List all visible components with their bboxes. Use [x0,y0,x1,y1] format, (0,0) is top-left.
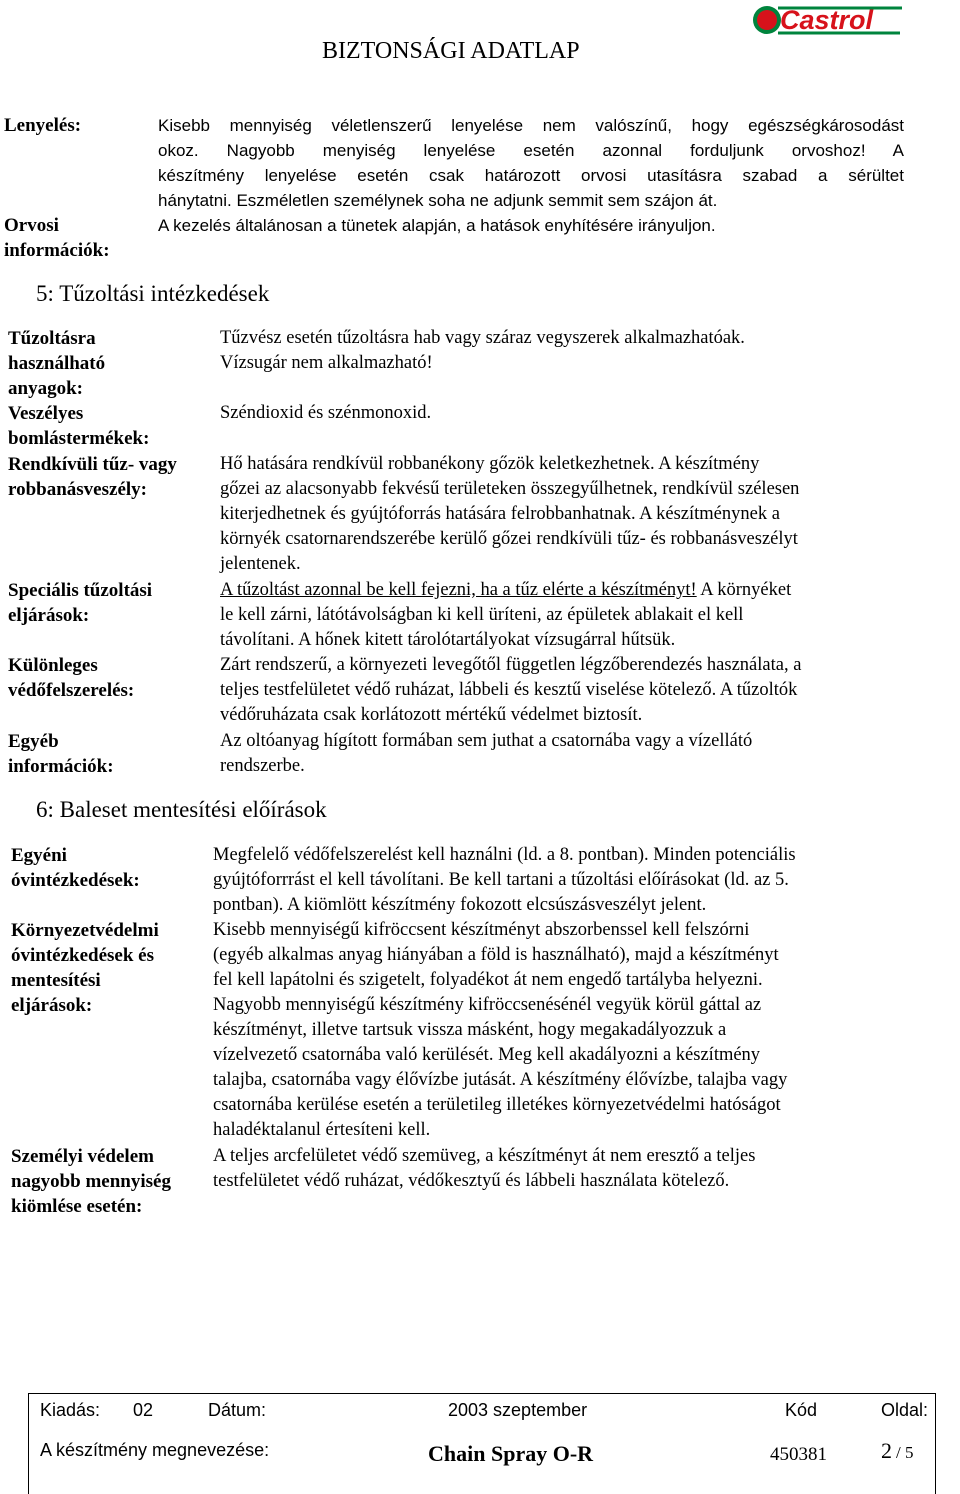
footer-oldal-label: Oldal: [881,1400,929,1420]
s6-text-kornyezet: Kisebb mennyiségű kifröccsent készítményt abszorbenssel kell felszórni (egyéb alkalmas anyag hiányában a föld is használható), majd a készítményt fel kell lapátolni és szigetelt, folyadékot át nem engedő tartályba helyezni. Nagyobb mennyiségű készítmény kifröccsenésénél vegyük körül gáttal az készítményt, illetve tartsuk vissza másként, hogy megakadályozzuk a vízelvezető csatornába való kerülését. Meg kell akadályozni a készítmény talajba, csatornába vagy élővízbe jutását. A készítmény élővízbe, talajba vagy csatornába kerülése esetén a területileg illetékes környezetvédelmi hatóságot haladéktalanul értesíteni kell. [213,920,788,1140]
logo-text: Castrol [780,5,874,35]
s5-label-egyeb: Egyéb információk: [8,731,114,777]
section-5-heading: 5: Tűzoltási intézkedések [36,281,270,306]
orvosi-label: Orvosi információk: [4,215,110,261]
footer-page-number: 2 / 5 [881,1438,914,1463]
s5-label-tuzoltasra: Tűzoltásra használható anyagok: [8,328,106,399]
footer-kiadas-label: Kiadás: [40,1400,101,1420]
s6-text-szemelyi: A teljes arcfelületet védő szemüveg, a készítményt át nem eresztő a teljes testfelületet védő ruházat, védőkesztyű és lábbeli használata kötelező. [213,1146,756,1191]
castrol-logo [750,0,904,40]
s5-text-egyeb: Az oltóanyag hígított formában sem juthat a csatornába vagy a vízellátó rendszerbe. [220,731,753,776]
s5-text-tuzoltasra: Tűzvész esetén tűzoltásra hab vagy száraz vegyszerek alkalmazhatóak. Vízsugár nem alkalmazható! [220,328,745,373]
s5-label-kulonleges: Különleges védőfelszerelés: [8,655,135,701]
lenyeles-label: Lenyelés: [4,115,82,136]
s5-label-rendkivuli: Rendkívüli tűz- vagy robbanásveszély: [8,454,177,500]
s6-text-egyeni: Megfelelő védőfelszerelést kell haználni (ld. a 8. pontban). Minden potenciális gyújtóforrrást el kell távolítani. Be kell tartani a tűzoltási előírásokat (ld. az 5. pontban). A kiömlött készítmény fokozott elcsúszásveszélyt jelent. [213,845,796,915]
section-6-heading: 6: Baleset mentesítési előírások [36,797,327,822]
footer-kiadas-value: 02 [133,1400,154,1420]
s5-text-veszelyes: Széndioxid és szénmonoxid. [220,403,432,423]
s5-text-specialis: A tűzoltást azonnal be kell fejezni, ha a tűz elérte a készítményt! A környéket le kell zárni, látótávolságban ki kell üríteni, az épületek ablakait el kell távolítani. A hőnek kitett tárolótartályokat vízsugárral hűtsük. [220,580,792,650]
lenyeles-text: Kisebb mennyiség véletlenszerű lenyelése nem valószínű, hogy egészségkárosodást okoz. Nagyobb menyiség lenyelése esetén azonnal forduljunk orvoshoz! A készítmény lenyelése esetén csak határozott orvosi utasításra szabad a sérültet hánytatni. Eszméletlen személynek soha ne adjunk semmit sem szájon át. [158,116,904,210]
footer-datum-label: Dátum: [208,1400,267,1420]
footer-kod-label: Kód [785,1400,818,1420]
orvosi-text: A kezelés általánosan a tünetek alapján, a hatások enyhítésére irányuljon. [158,216,716,235]
s5-label-specialis: Speciális tűzoltási eljárások: [8,580,153,626]
s6-label-kornyezet: Környezetvédelmi óvintézkedések és mentesítési eljárások: [11,920,159,1016]
document-title: BIZTONSÁGI ADATLAP [322,38,580,64]
s6-label-szemelyi: Személyi védelem nagyobb mennyiség kiömlése esetén: [11,1146,171,1217]
s5-label-veszelyes: Veszélyes bomlástermékek: [8,403,150,449]
product-name: Chain Spray O-R [428,1441,594,1466]
footer-nev-label: A készítmény megnevezése: [40,1440,270,1460]
footer-datum-value: 2003 szeptember [448,1400,588,1420]
s5-text-rendkivuli: Hő hatására rendkívül robbanékony gőzök keletkezhetnek. A készítmény gőzei az alacsonyabb fekvésű területeken összegyűlhetnek, rendkívül szélesen kiterjedhetnek és gyújtóforrás hatására felrobbanhatnak. A készítménynek a környék csatornarendszerébe kerülő gőzei rendkívüli tűz- és robbanásveszélyt jelentenek. [220,454,800,574]
s5-text-kulonleges: Zárt rendszerű, a környezeti levegőtől független légzőberendezés használata, a teljes testfelületet védő ruházat, lábbeli és kesztű viselése kötelező. A tűzoltók védőruházata csak korlátozott mértékű védelmet biztosít. [220,655,802,725]
s6-label-egyeni: Egyéni óvintézkedések: [11,845,140,891]
footer-kod-value: 450381 [770,1444,827,1465]
